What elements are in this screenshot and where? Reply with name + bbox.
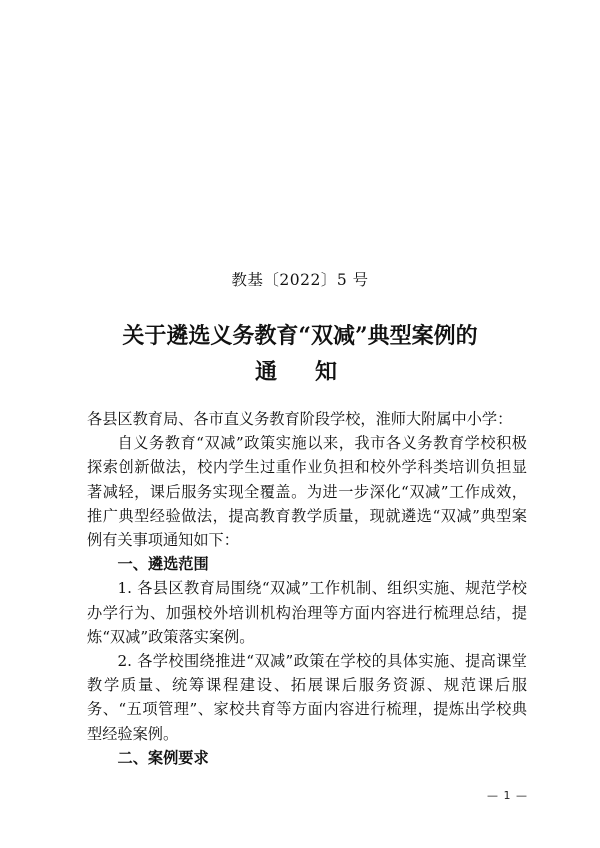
title-line-1: 关于遴选义务教育“双减”典型案例的	[122, 323, 478, 349]
intro-paragraph: 自义务教育“双减”政策实施以来，我市各义务教育学校积极探索创新做法，校内学生过重作业负担和校外学科类培训负担显著减轻，课后服务实现全覆盖。为进一步深化“双减”工作成效，推广典型经验做法，提高教育教学质量，现就遴选“双减”典型案例有关事项通知如下：	[87, 434, 527, 550]
addressee: 各县区教育局、各市直义务教育阶段学校，淮师大附属中小学：	[87, 410, 513, 428]
document-title	[0, 318, 600, 390]
page-number: — 1 —	[487, 789, 528, 802]
section-1-heading: 一、遴选范围	[117, 555, 209, 574]
section-1-item-2: 2. 各学校围绕推进“双减”政策在学校的具体实施、提高课堂教学质量、统筹课程建设、拓展课后服务资源、规范课后服务、“五项管理”、家校共育等方面内容进行梳理，提炼出学校典型经验案例。	[87, 652, 527, 743]
section-2-heading: 二、案例要求	[117, 748, 209, 767]
document-number: 教基〔2022〕5 号	[231, 271, 369, 289]
document-body	[87, 407, 527, 770]
section-1-item-1: 1. 各县区教育局围绕“双减”工作机制、组织实施、规范学校办学行为、加强校外培训机构治理等方面内容进行梳理总结，提炼“双减”政策落实案例。	[87, 579, 527, 646]
title-line-2: 通知	[254, 359, 375, 385]
